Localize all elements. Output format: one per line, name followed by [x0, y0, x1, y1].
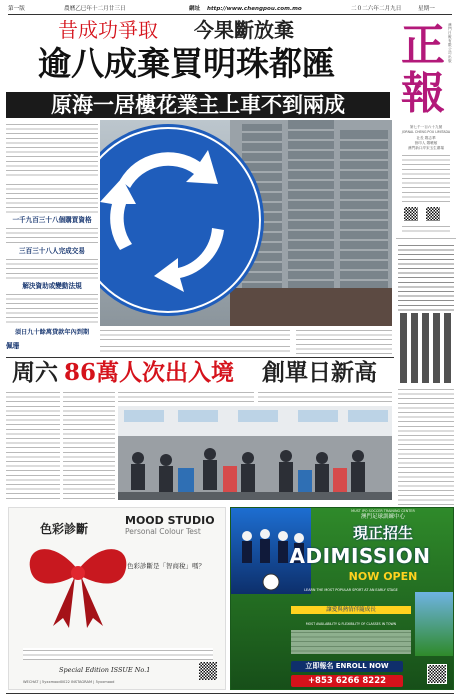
masthead — [396, 17, 456, 235]
lead-banner: 原海一居樓花業主上車不到兩成 — [6, 92, 390, 118]
ad-colour-test[interactable] — [8, 507, 226, 690]
second-headline-pre: 周六 — [12, 360, 58, 386]
bottom-rule — [6, 693, 454, 694]
lead-subhead-3: 解決資助或變動法規 — [22, 282, 82, 290]
kicker — [58, 19, 358, 41]
soccer-school-name-en: MUST IPO SOCCER TRAINING CENTER — [351, 509, 415, 513]
soccer-details — [291, 630, 411, 654]
header-bar — [8, 3, 452, 15]
masthead-line-2: JORNAL CHENG POU LIMITADA — [401, 130, 451, 134]
soccer-enroll-button[interactable]: 立即報名 ENROLL NOW — [291, 661, 403, 672]
qr-code — [426, 207, 440, 221]
second-headline — [6, 357, 394, 387]
ribbon-bow-icon — [23, 538, 133, 628]
masthead-side-text: 澳門日報有限公司出版 — [448, 23, 452, 63]
ad-colour-title: 色彩診斷 — [39, 522, 88, 536]
soccer-cn-title: 現正招生 — [352, 524, 413, 542]
masthead-footer-lines — [402, 224, 450, 235]
ad-colour-footer-note: Special Edition ISSUE No.1 — [59, 666, 151, 674]
right-column — [396, 238, 456, 506]
website-link[interactable]: http://www.chengpou.com.mo — [207, 6, 302, 12]
kicker-black: 今果斷放棄 — [194, 18, 294, 42]
masthead-line-4: 督印人 鄭曉敏 — [414, 141, 438, 145]
soccer-now-open: NOW OPEN — [348, 570, 418, 583]
soccer-school-name: 澳門足球訓練中心 — [360, 514, 405, 520]
lead-body-2 — [6, 182, 98, 214]
issue-date: 二０二六年二月九日 — [351, 6, 402, 12]
lead-headline: 逾八成棄買明珠都匯 — [38, 44, 335, 83]
kicker-red: 昔成功爭取 — [58, 18, 158, 42]
photo-caption — [100, 328, 290, 342]
soccer-phone[interactable]: +853 6266 8222 — [291, 675, 403, 687]
lead-byline: 佩珊 — [6, 342, 20, 350]
second-body-1 — [6, 390, 60, 500]
ad-soccer[interactable] — [230, 507, 454, 690]
page-number: 第一版 — [8, 6, 25, 12]
lead-body-4 — [6, 257, 98, 281]
qr-code — [404, 207, 418, 221]
second-headline-post: 創單日新高 — [262, 360, 377, 386]
soccer-tagline-c: MOST AVAILABILITY & FLEXIBILITY OF CLASSES IN TOWN — [305, 622, 397, 626]
soccer-tagline-a: LEARN THE MOST POPULAR SPORT AT AN EARLY STAGE — [304, 588, 398, 592]
lead-subhead-2: 三百三十八人完成交易 — [19, 247, 85, 255]
lead-body-7 — [100, 344, 290, 354]
ad-colour-brand: MOOD STUDIO — [125, 514, 215, 527]
lead-subhead-4: 須日九十餘萬貸款年內到期 — [14, 329, 90, 336]
qr-code[interactable] — [199, 662, 217, 680]
qr-code[interactable] — [427, 664, 447, 684]
border-photo-art — [118, 406, 392, 500]
lead-body-1 — [6, 122, 98, 178]
lead-photo-art — [100, 120, 392, 326]
border-photo — [118, 406, 392, 500]
weekday: 星期一 — [418, 6, 435, 12]
ad-colour-question: 色彩診斷是「智商稅」嗎？ — [127, 562, 205, 570]
column-body-text — [398, 387, 454, 505]
second-body-4 — [258, 390, 392, 404]
soccer-kids-photo — [415, 592, 453, 656]
masthead-line-5: 澳門新口岸宋玉生廣場 — [408, 146, 444, 150]
lead-body-3 — [6, 226, 98, 246]
masthead-contact-block — [402, 153, 450, 203]
ad-colour-subtitle: Personal Colour Test — [125, 527, 201, 536]
website-label: 網址 — [189, 6, 201, 12]
lead-text-column — [6, 120, 98, 354]
lead-subhead-1: 一千九百三十八個購買資格 — [12, 216, 92, 224]
lunar-date: 農曆乙巳年十二月廿三日 — [64, 6, 126, 12]
logo-char-bao: 報 — [401, 68, 445, 119]
masthead-line-3: 社長 鄭志華 — [416, 136, 436, 140]
soccer-tagline-b: 讓愛與熱情伴隨成長 — [291, 606, 411, 614]
second-headline-red: 86萬人次出入境 — [64, 359, 235, 386]
lead-body-5 — [6, 292, 98, 326]
ad-colour-body — [23, 648, 213, 660]
ad-colour-social: WECHAT | 5yxxmood0022 INSTAGRAM | 5yxxmood — [23, 680, 115, 684]
lead-body-6 — [296, 328, 392, 354]
logo-char-zheng: 正 — [401, 20, 445, 71]
column-lead-text — [398, 243, 454, 311]
second-body-3 — [118, 390, 254, 404]
lead-photo — [100, 120, 392, 326]
second-body-2 — [63, 390, 115, 500]
masthead-line-1: 第七千一百六十九號 — [409, 125, 443, 129]
soccer-en-title: ADIMISSION — [289, 544, 431, 568]
column-heading-vertical — [398, 313, 454, 383]
